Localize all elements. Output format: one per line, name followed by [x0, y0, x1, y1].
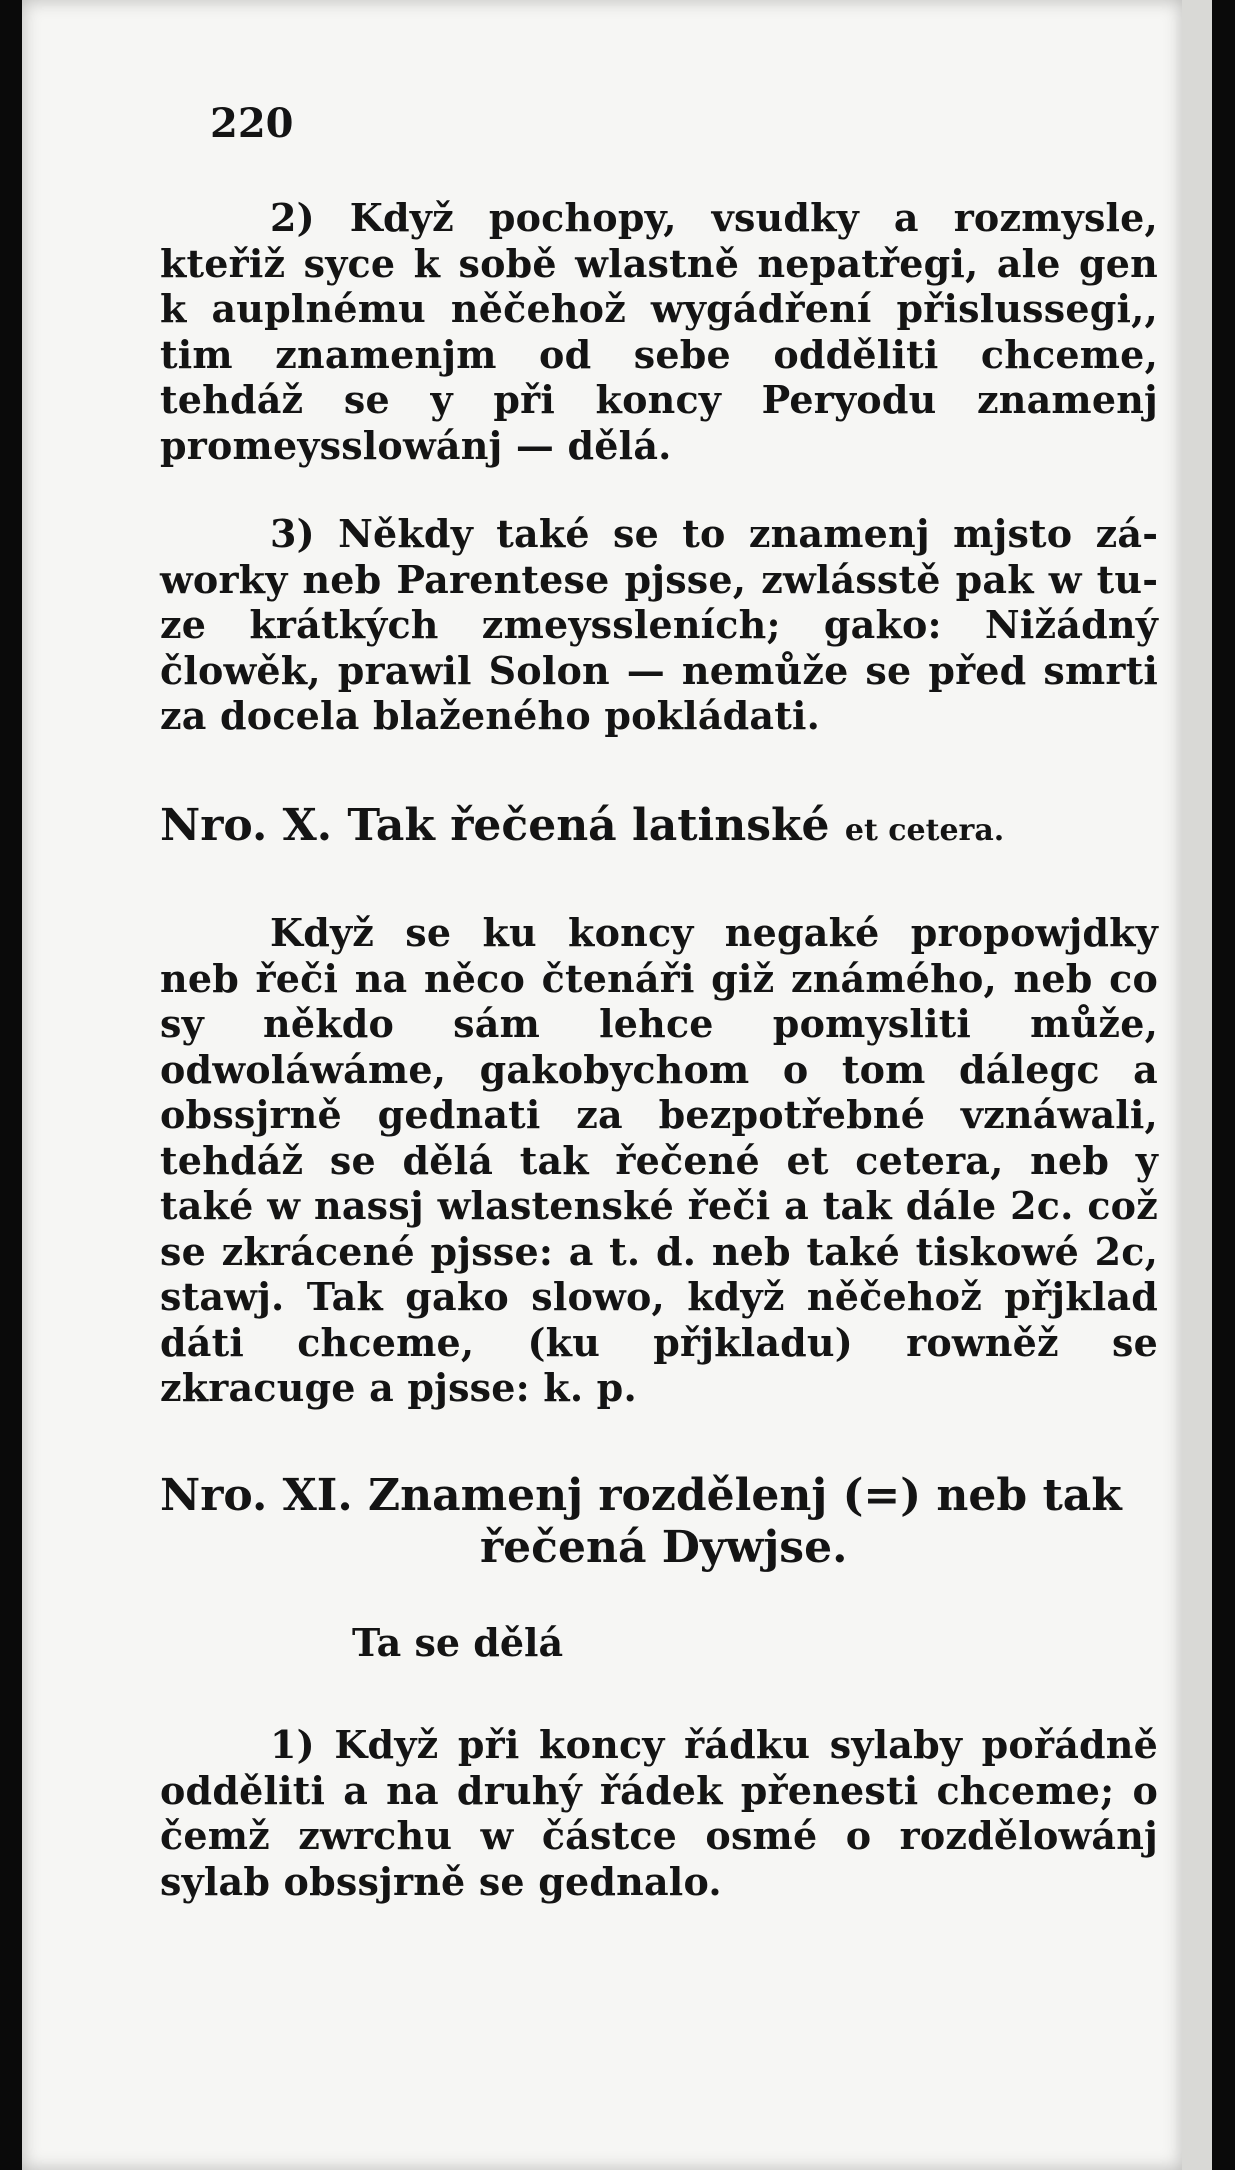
section-heading-xi [160, 1470, 1122, 1574]
paragraph-3-text: 3) Někdy také se to znamenj mjsto záworky neb Parentese pjsse, zwlásstě pak w tuze krátkých zmeyssleních; gako: Nižádný člowěk, prawil Solon — nemůže se před smrti za docela blaženého pokládati. [160, 511, 1158, 738]
section-heading-xi-line2: řečená Dywjse. [480, 1522, 848, 1573]
subheading: Ta se dělá [352, 1620, 564, 1665]
section-heading-x-label: Nro. X. Tak řečená latinské [160, 800, 830, 851]
paragraph-2-text: 2) Když pochopy, vsudky a rozmysle, kteřiž syce k sobě wlastně nepatřegi, ale gen k auplnému něčehož wygádření přislussegi,, tim znamenjm od sebe odděliti chceme, tehdáž se y při koncy Peryodu znamenj promeysslowánj — dělá. [160, 195, 1158, 468]
paragraph-xi-1-text: 1) Když při koncy řádku sylaby pořádně odděliti a na druhý řádek přenesti chceme; o čemž zwrchu w částce osmé o rozdělowánj sylab obssjrně se gednalo. [160, 1722, 1158, 1904]
paragraph-xi-1 [160, 1722, 1158, 1904]
section-heading-xi-line1: Nro. XI. Znamenj rozdělenj (=) neb tak [160, 1470, 1122, 1521]
page-number: 220 [210, 100, 294, 147]
paragraph-x [160, 910, 1158, 1411]
paragraph-3 [160, 511, 1158, 739]
page-edge [1182, 0, 1212, 2170]
paragraph-x-text: Když se ku koncy negaké propowjdky neb řeči na něco čtenáři giž známého, neb co sy někdo sám lehce pomysliti může, odwoláwáme, gakobychom o tom dálegc a obssjrně gednati za bezpotřebné vznáwali, tehdáž se dělá tak řečené et cetera, neb y také w nassj wlastenské řeči a tak dále 2c. což se zkrácené pjsse: a t. d. neb také tiskowé 2c, stawj. Tak gako slowo, když něčehož přjklad dáti chceme, (ku přjkladu) rowněž se zkracuge a pjsse: k. p. [160, 910, 1158, 1410]
section-heading-x [160, 800, 1004, 857]
paragraph-2 [160, 195, 1158, 468]
section-heading-x-suffix: et cetera. [844, 813, 1005, 848]
